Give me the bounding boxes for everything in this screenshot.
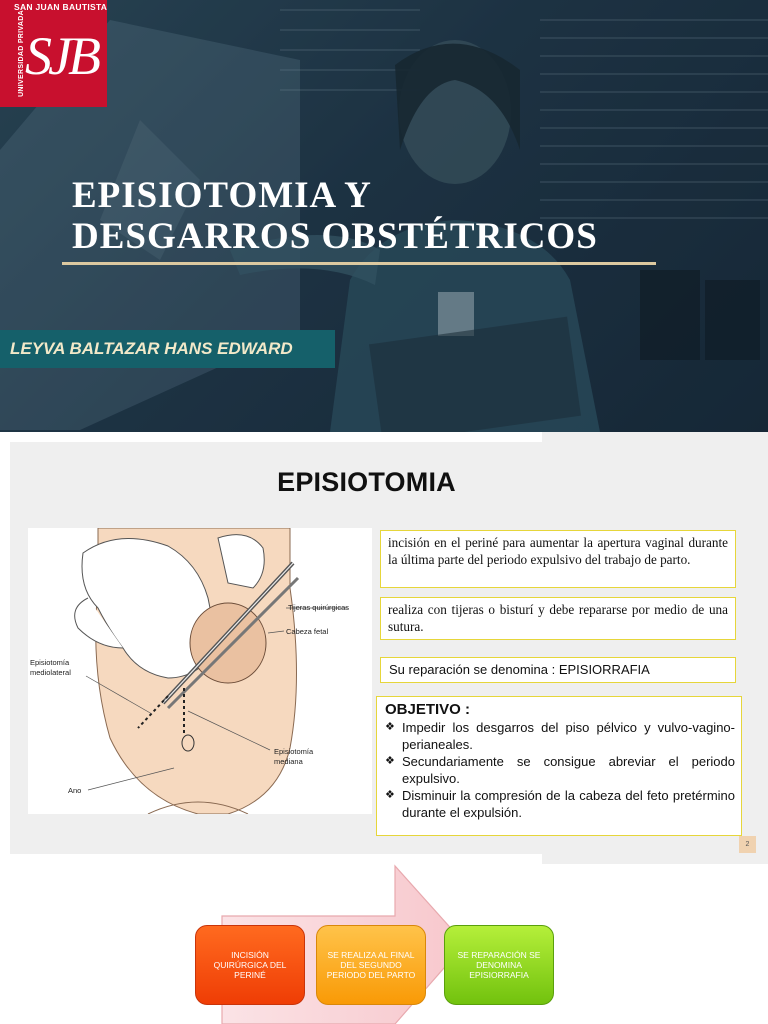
repair-text: Su reparación se denomina : EPISIORRAFIA bbox=[389, 662, 650, 677]
method-box bbox=[380, 597, 736, 640]
presentation-title bbox=[72, 175, 672, 257]
objective-item bbox=[385, 787, 735, 821]
objective-item-text: Secundariamente se consigue abreviar el periodo expulsivo. bbox=[402, 754, 735, 786]
author-name: LEYVA BALTAZAR HANS EDWARD bbox=[10, 339, 293, 358]
objective-title: OBJETIVO : bbox=[385, 701, 471, 718]
process-step-2 bbox=[316, 925, 426, 1005]
episiotomy-illustration bbox=[28, 528, 372, 814]
slide-title: EPISIOTOMIA bbox=[277, 467, 456, 497]
title-line-1: EPISIOTOMIA Y bbox=[72, 175, 372, 216]
objective-item-text: Disminuir la compresión de la cabeza del feto pretérmino durante el expulsión. bbox=[402, 788, 735, 820]
objective-item-text: Impedir los desgarros del piso pélvico y vulvo-vagino-perianeales. bbox=[402, 720, 735, 752]
label-mediolateral-1: Episiotomía bbox=[30, 658, 70, 667]
objective-list bbox=[385, 719, 735, 821]
label-mediolateral-2: mediolateral bbox=[30, 668, 71, 677]
process-slide bbox=[0, 864, 768, 1024]
definition-box bbox=[380, 530, 736, 588]
definition-text: incisión en el periné para aumentar la apertura vaginal durante la última parte del periodo expulsivo del trabajo de parto. bbox=[388, 535, 728, 567]
diamond-bullet-icon: ❖ bbox=[385, 721, 395, 733]
process-step-3-text: SE REPARACIÓN SE DENOMINA EPISIORRAFIA bbox=[457, 950, 541, 980]
university-logo bbox=[0, 0, 107, 107]
slide-panel bbox=[10, 442, 758, 854]
process-step-3 bbox=[444, 925, 554, 1005]
process-step-1-text: INCISIÓN QUIRÚRGICA DEL PERINÉ bbox=[213, 950, 287, 980]
diamond-bullet-icon: ❖ bbox=[385, 755, 395, 767]
objective-item bbox=[385, 753, 735, 787]
label-median-1: Episiotomía bbox=[274, 747, 314, 756]
objective-box bbox=[376, 696, 742, 836]
process-step-1 bbox=[195, 925, 305, 1005]
logo-side-text: UNIVERSIDAD PRIVADA bbox=[17, 10, 25, 97]
diamond-bullet-icon: ❖ bbox=[385, 789, 395, 801]
title-underline bbox=[62, 262, 656, 265]
logo-monogram: SJB bbox=[25, 26, 97, 86]
label-median-2: mediana bbox=[274, 757, 303, 766]
title-line-2: DESGARROS OBSTÉTRICOS bbox=[72, 216, 598, 257]
episiotomy-diagram bbox=[28, 528, 372, 814]
objective-item bbox=[385, 719, 735, 753]
repair-box bbox=[380, 657, 736, 683]
label-anus: Ano bbox=[68, 786, 82, 795]
title-slide bbox=[0, 0, 768, 432]
page-number: 2 bbox=[739, 836, 756, 853]
author-banner bbox=[0, 330, 335, 368]
label-scissors: Tijeras quirúrgicas bbox=[288, 603, 349, 612]
episiotomy-slide bbox=[0, 432, 768, 864]
process-step-2-text: SE REALIZA AL FINAL DEL SEGUNDO PERIODO DEL PARTO bbox=[326, 950, 416, 980]
method-text: realiza con tijeras o bisturí y debe repararse por medio de una sutura. bbox=[388, 602, 728, 634]
logo-top-text: SAN JUAN BAUTISTA bbox=[14, 2, 108, 12]
label-fetal-head: Cabeza fetal bbox=[286, 627, 329, 636]
